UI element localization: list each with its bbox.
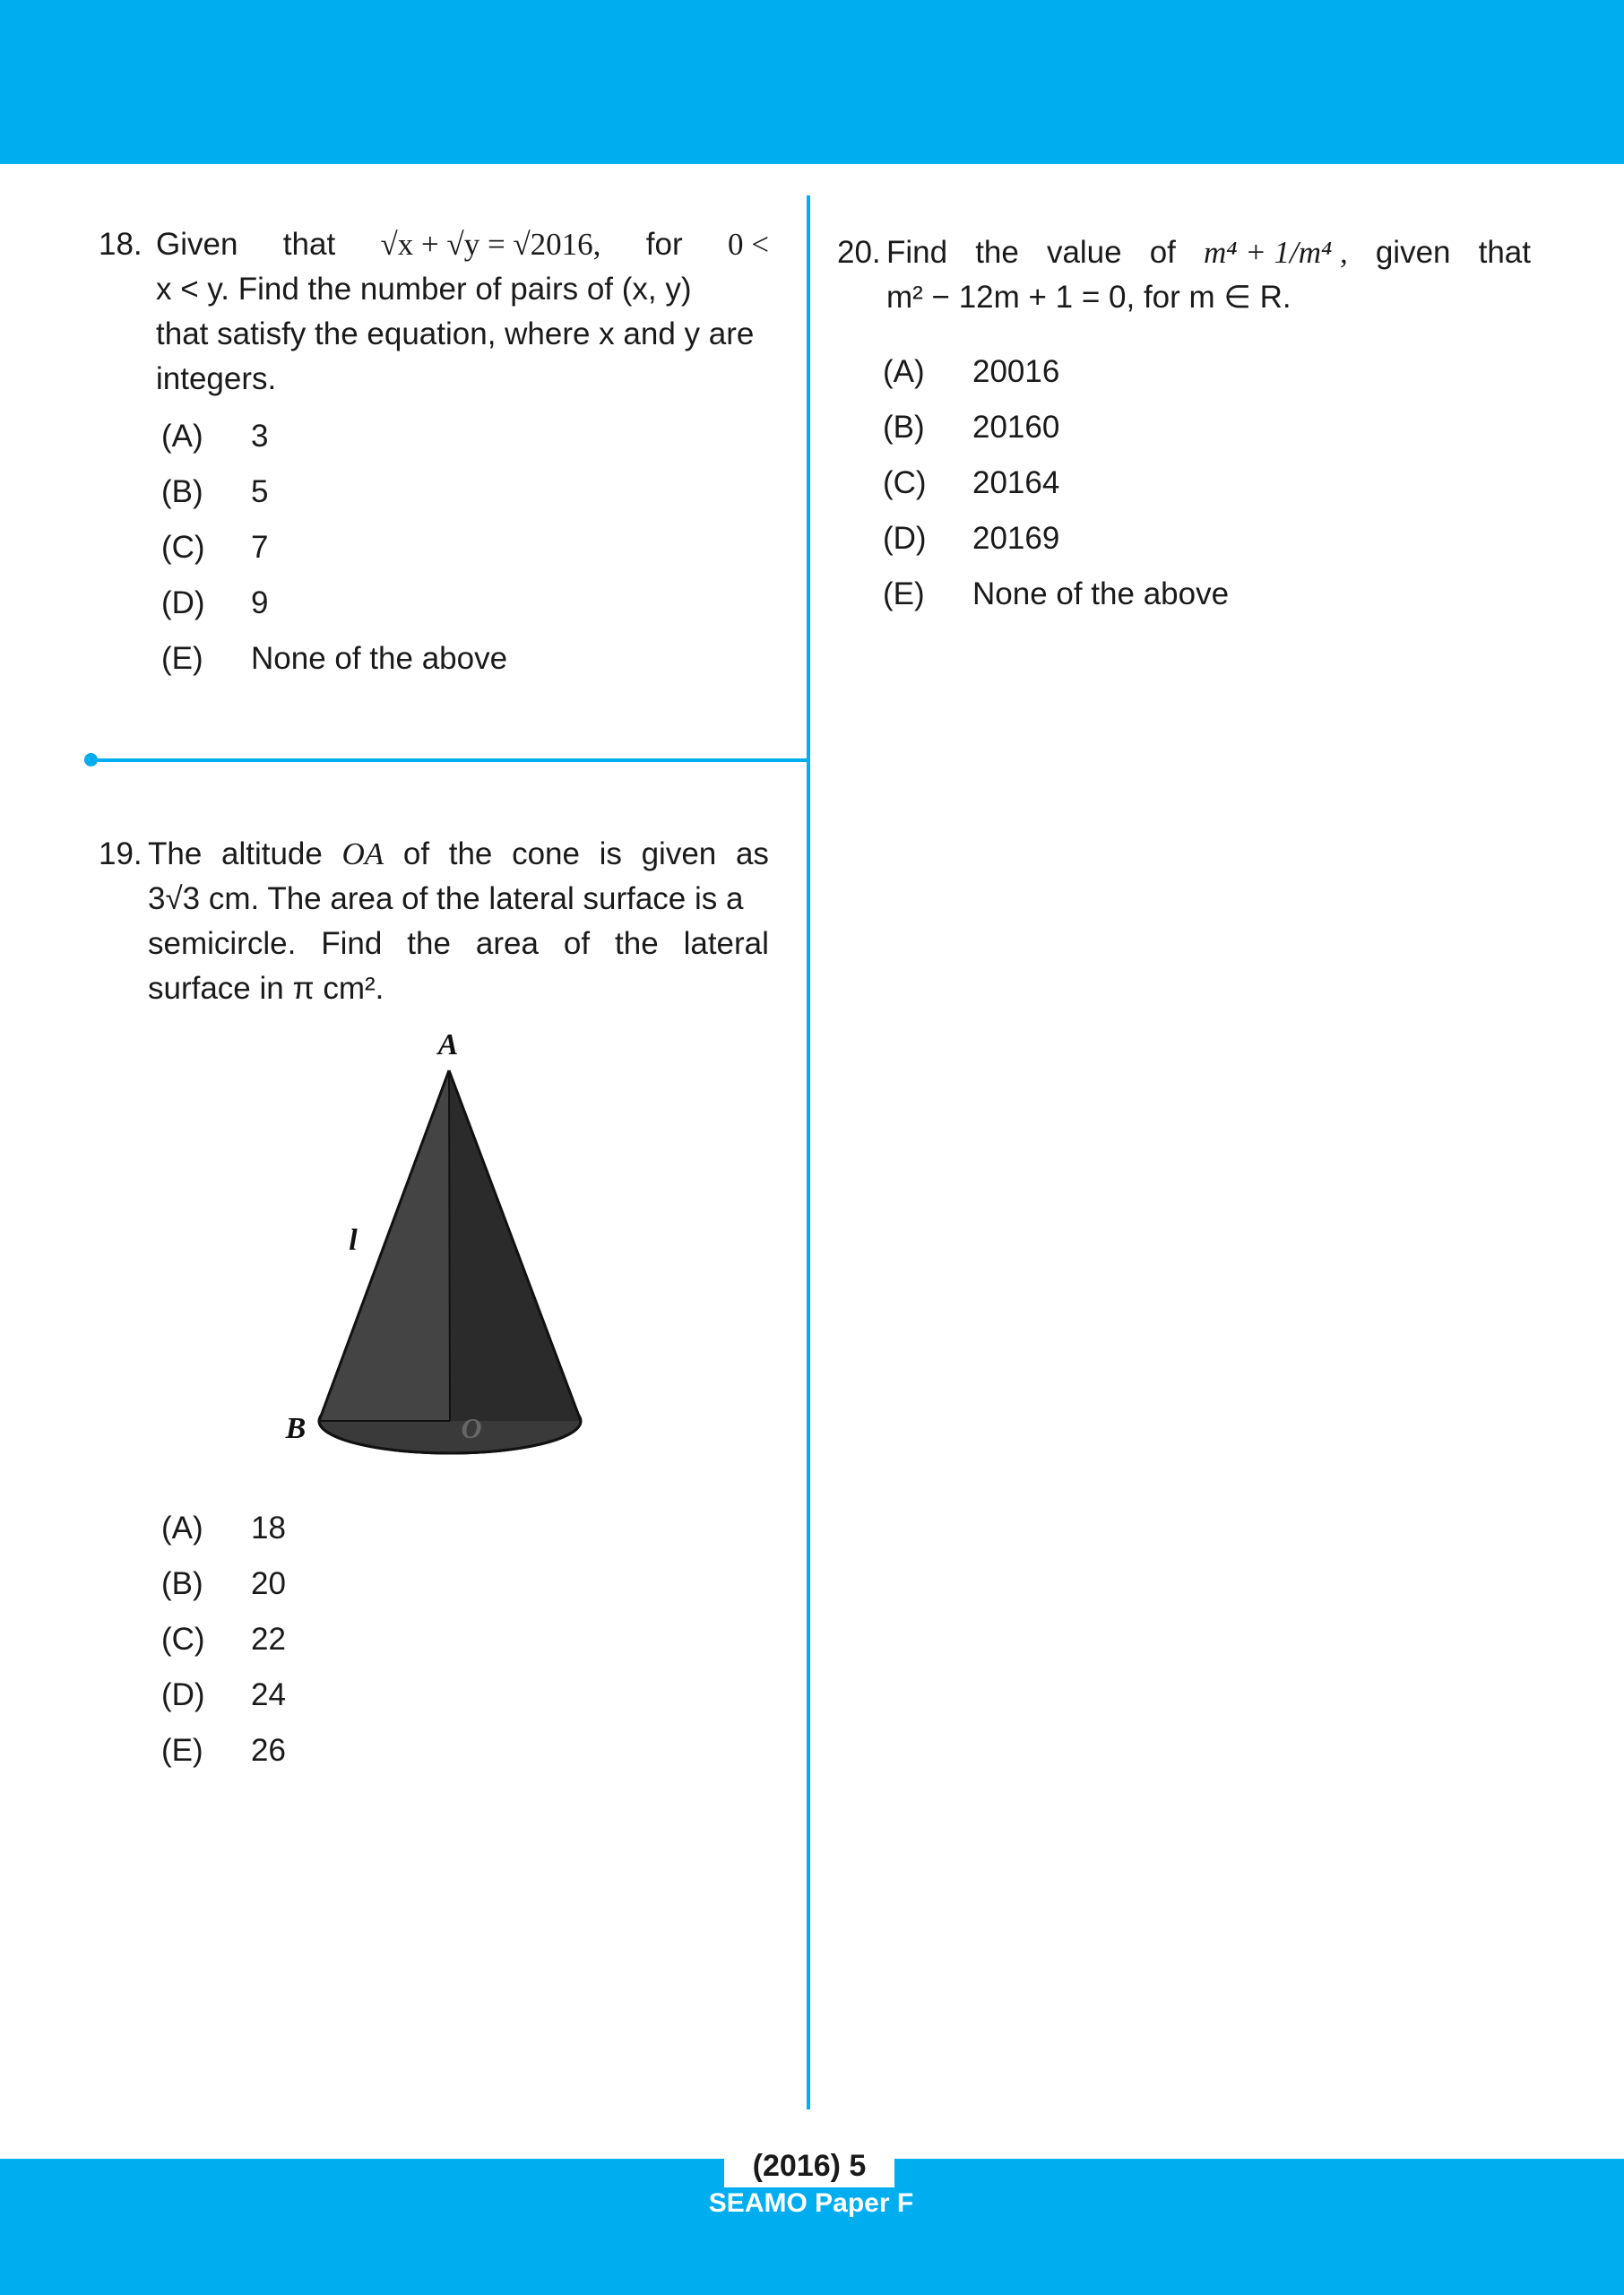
option-b[interactable]: (B) 20160 <box>883 410 1060 445</box>
option-e[interactable]: (E) None of the above <box>883 576 1230 611</box>
slant-label: l <box>349 1224 358 1257</box>
column-divider <box>807 195 810 2109</box>
question-divider <box>90 758 808 762</box>
math-expression: m⁴ + 1/m⁴ , <box>1204 235 1348 270</box>
question-number: 20. <box>837 235 881 270</box>
question-line-1: The altitude OA of the cone is given as <box>148 836 769 871</box>
option-c[interactable]: (C) 22 <box>161 1622 286 1657</box>
point-b-label: B <box>285 1412 307 1445</box>
altitude-line <box>449 1070 450 1421</box>
cone-figure <box>269 1022 609 1470</box>
question-line-3: semicircle. Find the area of the lateral <box>148 926 769 961</box>
question-line-2: m² − 12m + 1 = 0, for m ∈ R. <box>886 280 1291 315</box>
question-number: 18. <box>99 227 143 262</box>
question-19 <box>99 832 769 1011</box>
option-a[interactable]: (A) 3 <box>161 419 269 454</box>
option-a[interactable]: (A) 20016 <box>883 354 1060 389</box>
option-e[interactable]: (E) None of the above <box>161 641 508 676</box>
option-d[interactable]: (D) 9 <box>161 585 269 620</box>
apex-label: A <box>437 1028 459 1061</box>
question-18 <box>99 222 769 402</box>
center-label: O <box>461 1412 482 1444</box>
question-number: 19. <box>99 836 143 871</box>
option-b[interactable]: (B) 20 <box>161 1566 286 1601</box>
math-equation: √x + √y = √2016, <box>380 227 601 262</box>
page-number: (2016) 5 <box>724 2143 894 2187</box>
question-line-4: surface in π cm². <box>148 971 384 1006</box>
question-line-3: that satisfy the equation, where x and y are <box>156 316 755 351</box>
paper-name: SEAMO Paper F <box>708 2188 914 2218</box>
divider-dot <box>84 753 98 766</box>
header-band <box>0 0 1624 164</box>
option-b[interactable]: (B) 5 <box>161 474 269 509</box>
question-line-1: Given that √x + √y = √2016, for 0 < <box>156 222 769 267</box>
option-c[interactable]: (C) 20164 <box>883 465 1060 500</box>
question-line-1: Find the value of m⁴ + 1/m⁴ , given that <box>886 230 1531 275</box>
option-e[interactable]: (E) 26 <box>161 1733 286 1768</box>
question-20 <box>837 230 1531 320</box>
option-d[interactable]: (D) 20169 <box>883 521 1060 556</box>
option-c[interactable]: (C) 7 <box>161 530 269 565</box>
question-line-4: integers. <box>156 361 277 396</box>
option-d[interactable]: (D) 24 <box>161 1677 286 1712</box>
question-line-2: x < y. Find the number of pairs of (x, y) <box>156 272 692 307</box>
question-line-2: 3√3 cm. The area of the lateral surface is a <box>148 881 744 916</box>
option-a[interactable]: (A) 18 <box>161 1511 286 1546</box>
